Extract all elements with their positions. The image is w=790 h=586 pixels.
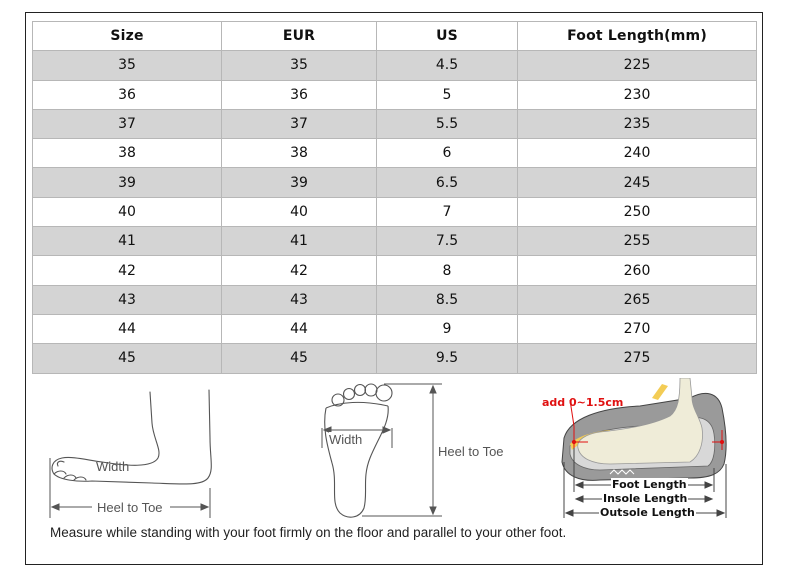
cell-size: 35 <box>33 51 222 80</box>
cell-eur: 42 <box>222 256 377 285</box>
table-row <box>33 168 757 197</box>
insole-length-label: Insole Length <box>603 492 688 505</box>
table-row <box>33 80 757 109</box>
table-row <box>33 109 757 138</box>
cell-size: 37 <box>33 109 222 138</box>
outsole-length-label: Outsole Length <box>600 506 695 519</box>
cell-size: 41 <box>33 227 222 256</box>
table-row <box>33 344 757 373</box>
cell-eur: 39 <box>222 168 377 197</box>
cell-eur: 45 <box>222 344 377 373</box>
header-eur: EUR <box>222 22 377 51</box>
cell-us: 9.5 <box>377 344 518 373</box>
cell-eur: 44 <box>222 314 377 343</box>
cell-size: 38 <box>33 139 222 168</box>
cell-size: 45 <box>33 344 222 373</box>
cell-foot-length: 250 <box>518 197 757 226</box>
cell-us: 8.5 <box>377 285 518 314</box>
table-row <box>33 51 757 80</box>
cell-foot-length: 275 <box>518 344 757 373</box>
side-foot-length-label: Heel to Toe <box>97 500 163 515</box>
cell-foot-length: 240 <box>518 139 757 168</box>
table-body <box>33 51 757 373</box>
cell-foot-length: 245 <box>518 168 757 197</box>
cell-size: 43 <box>33 285 222 314</box>
cell-eur: 40 <box>222 197 377 226</box>
cell-us: 8 <box>377 256 518 285</box>
size-chart-table <box>32 21 757 374</box>
cell-eur: 38 <box>222 139 377 168</box>
cell-us: 6 <box>377 139 518 168</box>
cell-foot-length: 270 <box>518 314 757 343</box>
measurement-instruction: Measure while standing with your foot firmly on the floor and parallel to your other foot. <box>50 525 567 540</box>
cell-size: 36 <box>33 80 222 109</box>
table-row <box>33 139 757 168</box>
cell-us: 5.5 <box>377 109 518 138</box>
header-us: US <box>377 22 518 51</box>
cell-foot-length: 260 <box>518 256 757 285</box>
sole-diagram <box>312 378 502 523</box>
table-row <box>33 285 757 314</box>
sole-length-label: Heel to Toe <box>438 444 504 459</box>
header-size: Size <box>33 22 222 51</box>
cell-eur: 36 <box>222 80 377 109</box>
cell-size: 40 <box>33 197 222 226</box>
shoe-diagram <box>540 378 756 523</box>
table-row <box>33 227 757 256</box>
table-header-row <box>33 22 757 51</box>
cell-foot-length: 255 <box>518 227 757 256</box>
cell-us: 5 <box>377 80 518 109</box>
cell-eur: 43 <box>222 285 377 314</box>
cell-eur: 41 <box>222 227 377 256</box>
cell-eur: 35 <box>222 51 377 80</box>
cell-size: 42 <box>33 256 222 285</box>
cell-us: 4.5 <box>377 51 518 80</box>
table-row <box>33 314 757 343</box>
cell-us: 7.5 <box>377 227 518 256</box>
sole-width-label: Width <box>329 432 363 447</box>
side-foot-diagram <box>32 378 232 523</box>
side-foot-width-label: Width <box>96 459 130 474</box>
add-allowance-label: add 0~1.5cm <box>542 396 624 409</box>
table-row <box>33 197 757 226</box>
cell-us: 9 <box>377 314 518 343</box>
table-row <box>33 256 757 285</box>
cell-us: 6.5 <box>377 168 518 197</box>
header-foot-length: Foot Length(mm) <box>518 22 757 51</box>
cell-foot-length: 225 <box>518 51 757 80</box>
cell-size: 44 <box>33 314 222 343</box>
cell-foot-length: 230 <box>518 80 757 109</box>
cell-us: 7 <box>377 197 518 226</box>
foot-length-label: Foot Length <box>612 478 687 491</box>
cell-size: 39 <box>33 168 222 197</box>
cell-foot-length: 265 <box>518 285 757 314</box>
cell-foot-length: 235 <box>518 109 757 138</box>
cell-eur: 37 <box>222 109 377 138</box>
